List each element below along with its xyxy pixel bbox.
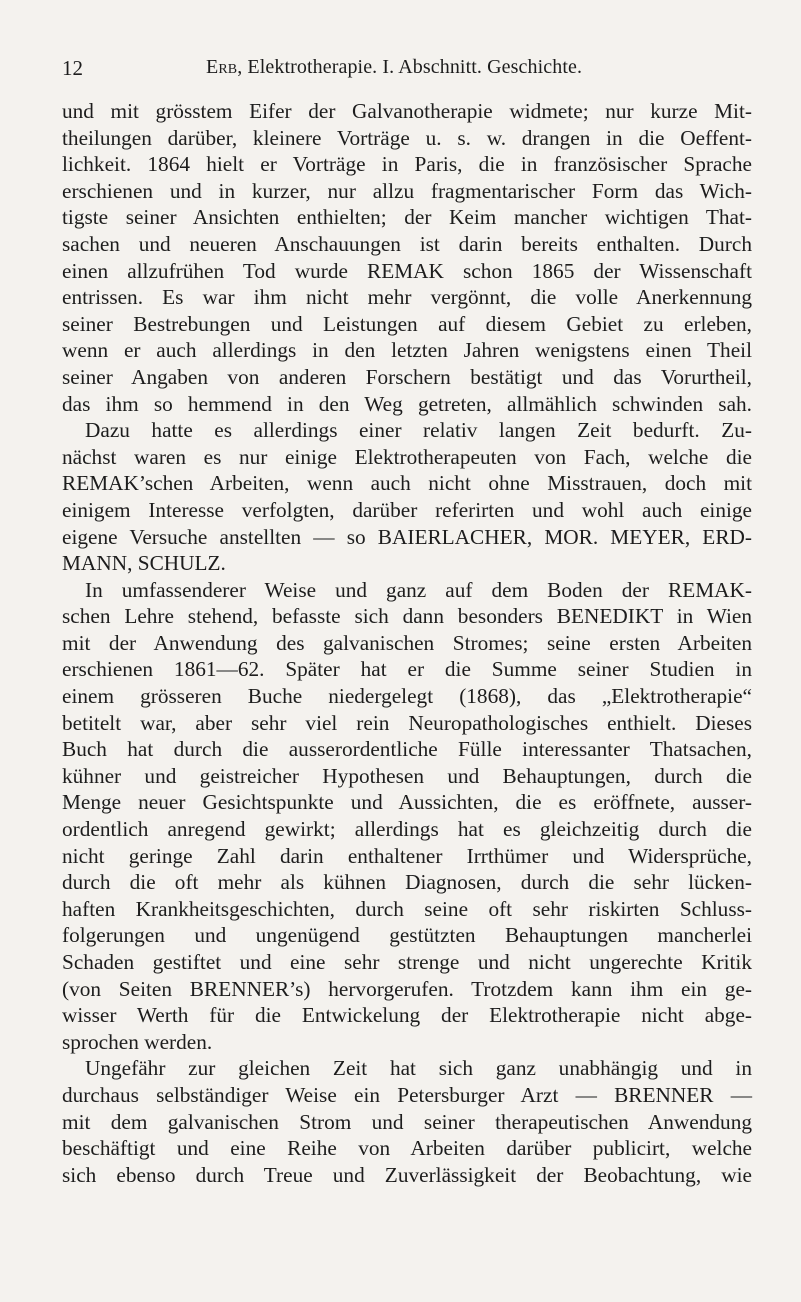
text-line: wisser Werth für die Entwickelung der Elektrotherapie nicht abge- — [62, 1003, 752, 1028]
text-line: das ihm so hemmend in den Weg getreten, allmählich schwinden sah. — [62, 391, 752, 416]
text-line: einen allzufrühen Tod wurde REMAK schon 1865 der Wissenschaft — [62, 258, 752, 283]
text-line: theilungen darüber, kleinere Vorträge u. s. w. drangen in die Oeffent- — [62, 125, 752, 150]
text-line: einem grösseren Buche niedergelegt (1868), das „Elektrotherapie“ — [62, 684, 752, 709]
text-line: Menge neuer Gesichtspunkte und Aussichten, die es eröffnete, ausser- — [62, 790, 752, 815]
text-line: seiner Bestrebungen und Leistungen auf diesem Gebiet zu erleben, — [62, 311, 752, 336]
text-line: (von Seiten BRENNER’s) hervorgerufen. Trotzdem kann ihm ein ge- — [62, 976, 752, 1001]
text-line: schen Lehre stehend, befasste sich dann besonders BENEDIKT in Wien — [62, 604, 752, 629]
text-line: folgerungen und ungenügend gestützten Behauptungen mancherlei — [62, 923, 752, 948]
text-line: Buch hat durch die ausserordentliche Fülle interessanter Thatsachen, — [62, 737, 752, 762]
text-line: und mit grösstem Eifer der Galvanotherapie widmete; nur kurze Mit- — [62, 99, 752, 123]
text-line: betitelt war, aber sehr viel rein Neuropathologisches enthielt. Dieses — [62, 710, 752, 735]
text-line: erschienen und in kurzer, nur allzu fragmentarischer Form das Wich- — [62, 178, 752, 203]
text-line: ordentlich anregend gewirkt; allerdings hat es gleichzeitig durch die — [62, 817, 752, 842]
running-title-author: Erb — [206, 56, 238, 78]
page-number: 12 — [62, 56, 83, 80]
text-line: sprochen werden. — [62, 1029, 213, 1054]
text-line: haften Krankheitsgeschichten, durch seine oft sehr riskirten Schluss- — [62, 896, 752, 921]
text-line: lichkeit. 1864 hielt er Vorträge in Paris, die in französischer Sprache — [62, 152, 752, 177]
running-header — [62, 56, 752, 86]
text-line: Dazu hatte es allerdings einer relativ langen Zeit bedurft. Zu- — [85, 418, 752, 443]
running-title — [206, 56, 582, 79]
body-text — [62, 98, 752, 1188]
running-title-rest: , Elektrotherapie. I. Abschnitt. Geschichte. — [237, 56, 583, 78]
text-line: REMAK’schen Arbeiten, wenn auch nicht ohne Misstrauen, doch mit — [62, 471, 752, 496]
text-line: seiner Angaben von anderen Forschern bestätigt und das Vorurtheil, — [62, 364, 752, 389]
text-line: In umfassenderer Weise und ganz auf dem Boden der REMAK- — [85, 577, 752, 602]
text-line: sich ebenso durch Treue und Zuverlässigkeit der Beobachtung, wie — [62, 1162, 752, 1187]
text-line: Ungefähr zur gleichen Zeit hat sich ganz unabhängig und in — [85, 1056, 752, 1081]
text-line: kühner und geistreicher Hypothesen und Behauptungen, durch die — [62, 763, 752, 788]
text-line: MANN, SCHULZ. — [62, 551, 226, 576]
text-line: tigste seiner Ansichten enthielten; der Keim mancher wichtigen That- — [62, 205, 752, 230]
text-line: durchaus selbständiger Weise ein Petersburger Arzt — BRENNER — — [62, 1082, 752, 1107]
text-line: nächst waren es nur einige Elektrotherapeuten von Fach, welche die — [62, 444, 752, 469]
text-line: eigene Versuche anstellten — so BAIERLACHER, MOR. MEYER, ERD- — [62, 524, 752, 549]
text-line: mit dem galvanischen Strom und seiner therapeutischen Anwendung — [62, 1109, 752, 1134]
text-line: durch die oft mehr als kühnen Diagnosen, durch die sehr lücken- — [62, 870, 752, 895]
text-line: erschienen 1861—62. Später hat er die Summe seiner Studien in — [62, 657, 752, 682]
text-line: mit der Anwendung des galvanischen Stromes; seine ersten Arbeiten — [62, 630, 752, 655]
text-line: einigem Interesse verfolgten, darüber referirten und wohl auch einige — [62, 497, 752, 522]
text-line: nicht geringe Zahl darin enthaltener Irrthümer und Widersprüche, — [62, 843, 752, 868]
text-line: Schaden gestiftet und eine sehr strenge und nicht ungerechte Kritik — [62, 950, 752, 974]
text-line: beschäftigt und eine Reihe von Arbeiten darüber publicirt, welche — [62, 1136, 752, 1161]
text-line: sachen und neueren Anschauungen ist darin bereits enthalten. Durch — [62, 231, 752, 256]
text-line: wenn er auch allerdings in den letzten Jahren wenigstens einen Theil — [62, 338, 752, 363]
text-line: entrissen. Es war ihm nicht mehr vergönnt, die volle Anerkennung — [62, 285, 752, 310]
